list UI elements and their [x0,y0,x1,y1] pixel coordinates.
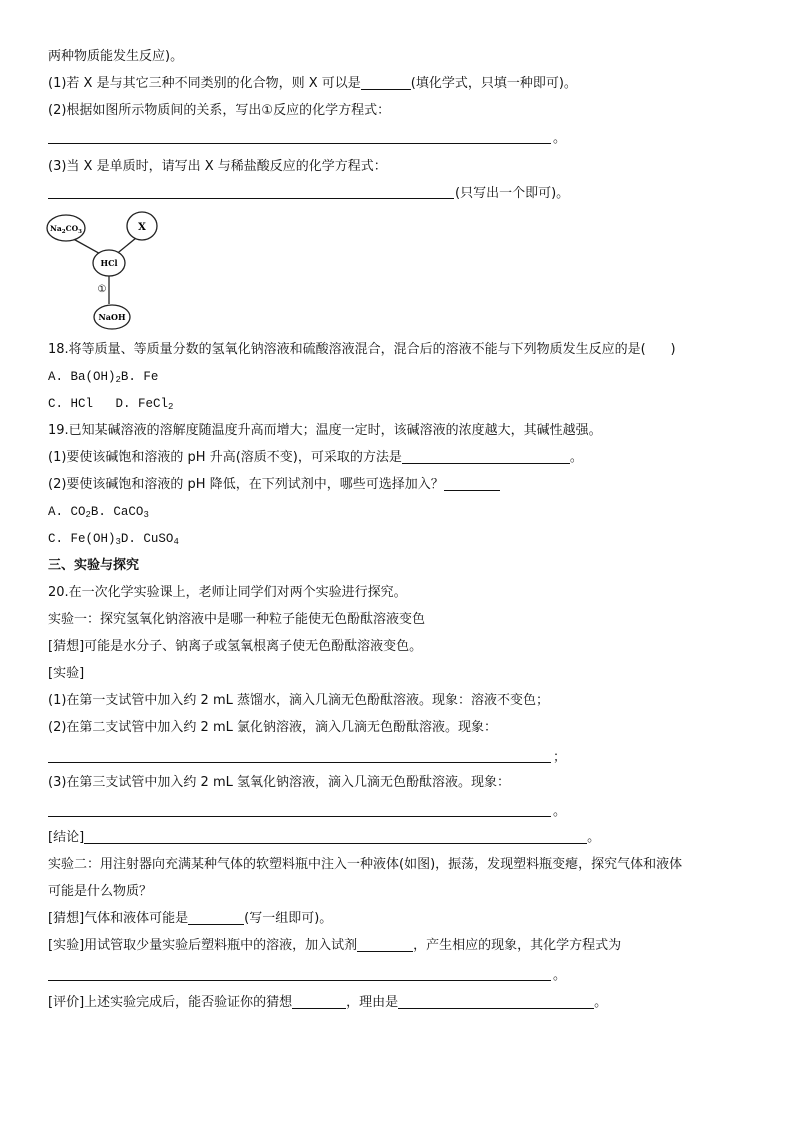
answer-blank[interactable] [357,937,413,952]
answer-blank[interactable] [84,829,587,844]
question-18: 18.将等质量、等质量分数的氢氧化钠溶液和硫酸溶液混合，混合后的溶液不能与下列物质发生反应的是( ) [48,342,676,357]
text-line: 。 [553,131,567,146]
na2co3-label: $Na_2CO_3$ [50,224,82,235]
question-19-part-2: (2)要使该碱饱和溶液的 pH 降低，在下列试剂中，哪些可选择加入？ [48,476,500,494]
hypothesis-1: [猜想]可能是水分子、钠离子或氢氧根离子使无色酚酞溶液变色。 [48,639,423,654]
question-17-part-2: (2)根据如图所示物质间的关系，写出①反应的化学方程式： [48,103,391,118]
answer-blank[interactable] [444,476,500,491]
text-line: 。 [553,804,567,819]
hypothesis-2: [猜想]气体和液体可能是 (写一组即可)。 [48,911,333,926]
text-line: 。 [553,968,567,983]
answer-blank[interactable] [292,994,346,1009]
question-17-part-3: (3)当 X 是单质时，请写出 X 与稀盐酸反应的化学方程式： [48,159,387,174]
answer-line[interactable] [48,762,551,763]
experiment-2-line-2: 可能是什么物质？ [48,884,153,899]
experiment-step-2: (2)在第二支试管中加入约 2 mL 氯化钠溶液，滴入几滴无色酚酞溶液。现象： [48,720,497,735]
question-19-options-ab: A. $CO_2B$. CaCO$_3$ [48,505,149,520]
question-19-options-cd: C. $Fe(OH)_3D$. CuSO$_4$ [48,532,179,547]
experiment-2-line-1: 实验二：用注射器向充满某种气体的软塑料瓶中注入一种液体(如图)，振荡，发现塑料瓶变瘪，探究气体和液体 [48,857,683,872]
experiment-step-3: (3)在第三支试管中加入约 2 mL 氢氧化钠溶液，滴入几滴无色酚酞溶液。现象： [48,775,510,790]
experiment-step-1: (1)在第一支试管中加入约 2 mL 蒸馏水，滴入几滴无色酚酞溶液。现象：溶液不变色； [48,693,549,708]
answer-blank[interactable] [402,449,570,464]
answer-line[interactable] [48,198,454,199]
naoh-label: NaOH [98,312,126,322]
question-18-options-cd: C. HCl D. FeCl$_2$ [48,397,174,412]
answer-line[interactable] [48,980,551,981]
text-line: 两种物质能发生反应)。 [48,49,184,64]
reaction-1-mark: ① [97,284,107,295]
hcl-label: HCl [100,258,118,268]
section-heading: 三、实验与探究 [48,558,140,573]
answer-blank[interactable] [361,75,411,90]
conclusion: [结论] 。 [48,830,601,845]
question-19-part-1: (1)要使该碱饱和溶液的 pH 升高(溶质不变)，可采取的方法是 。 [48,450,583,465]
question-18-options-ab: A. $Ba(OH)_2B$. Fe [48,370,159,385]
question-17-part-1: (1)若 X 是与其它三种不同类别的化合物，则 X 可以是 (填化学式，只填一种即可)。 [48,76,577,91]
text-line: ； [553,750,567,765]
experiment-2-procedure: [实验]用试管取少量实验后塑料瓶中的溶液，加入试剂 ，产生相应的现象，其化学方程式为 [48,938,622,953]
reaction-diagram [44,208,174,338]
question-19: 19.已知某碱溶液的溶解度随温度升高而增大；温度一定时，该碱溶液的浓度越大，其碱性越强。 [48,423,602,438]
experiment-tag: [实验] [48,666,85,681]
answer-blank[interactable] [188,910,244,925]
experiment-1-title: 实验一：探究氢氧化钠溶液中是哪一种粒子能使无色酚酞溶液变色 [48,612,426,627]
diagram-svg [44,208,174,338]
answer-line[interactable] [48,143,551,144]
x-label: X [138,222,146,233]
evaluation: [评价]上述实验完成后，能否验证你的猜想 ，理由是 。 [48,995,608,1010]
answer-blank[interactable] [398,994,594,1009]
question-20: 20.在一次化学实验课上，老师让同学们对两个实验进行探究。 [48,585,407,600]
text-line: (只写出一个即可)。 [455,186,570,201]
answer-line[interactable] [48,816,551,817]
